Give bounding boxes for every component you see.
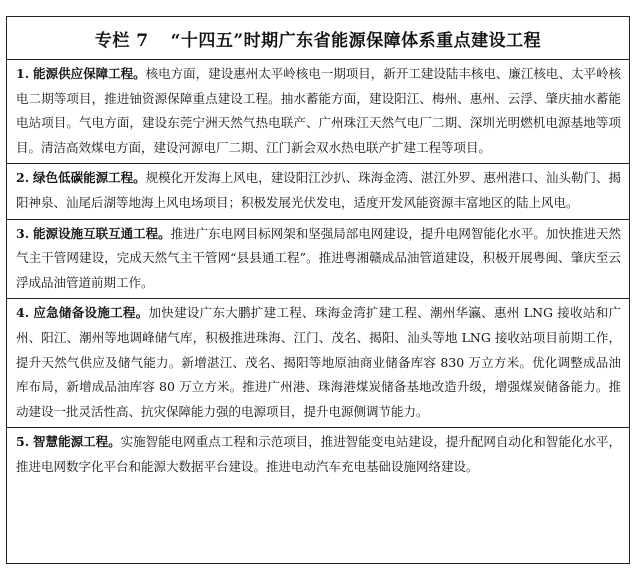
section-body: 加快建设广东大鹏扩建工程、珠海金湾扩建工程、潮州华瀛、惠州 LNG 接收站和广州、阳江、潮州等地调峰储气库，积极推进珠海、江门、茂名、揭阳、汕头等地 LNG 接收站项目前期工作，提升天然气供应及储气能力。新增湛江、茂名、揭阳等地原油商业储备库容 830 万立方米。优化调整成品油库布局，新增成品油库容 80 万立方米。推进广州港、珠海港煤炭储备基地改造升级，增强煤炭储备能力。推动建设一批灵活性高、抗灾保障能力强的电源项目，提升电源侧调节能力。 [16, 305, 621, 419]
section-green-energy [7, 164, 629, 219]
section-body: 规模化开发海上风电，建设阳江沙扒、珠海金湾、湛江外罗、惠州港口、汕头勒门、揭阳神泉、汕尾后湖等地海上风电场项目；积极发展光伏发电，适度开发风能资源丰富地区的陆上风电。 [16, 170, 621, 210]
section-number: 4. [16, 305, 30, 321]
section-number: 1. [16, 66, 30, 81]
section-body: 推进广东电网目标网架和坚强局部电网建设，提升电网智能化水平。加快推进天然气主干管网建设，完成天然气主干管网“县县通工程”。推进粤湘赣成品油管道建设，积极开展粤闽、肇庆至云浮成品油管道前期工作。 [16, 225, 621, 290]
section-smart-energy [7, 428, 629, 482]
section-heading: 智慧能源工程。 [33, 434, 121, 450]
box-title [7, 17, 629, 60]
project-box [6, 16, 630, 564]
section-heading: 绿色低碳能源工程。 [33, 170, 146, 186]
section-interconnection [7, 220, 629, 300]
section-body: 核电方面，建设惠州太平岭核电一期项目，新开工建设陆丰核电、廉江核电、太平岭核电二期等项目，推进铀资源保障重点建设工程。抽水蓄能方面，建设阳江、梅州、惠州、云浮、肇庆抽水蓄能电站项目。气电方面，建设东莞宁洲天然气热电联产、广州珠江天然气电厂二期、深圳光明燃机电源基地等项目。清洁高效煤电方面，建设河源电厂二期、江门新会双水热电联产扩建工程等项目。 [16, 66, 621, 155]
column-title: “十四五”时期广东省能源保障体系重点建设工程 [170, 30, 542, 51]
section-body: 实施智能电网重点工程和示范项目，推进智能变电站建设，提升配网自动化和智能化水平，推进电网数字化平台和能源大数据平台建设。推进电动汽车充电基础设施网络建设。 [16, 434, 621, 474]
section-number: 5. [16, 434, 30, 450]
section-number: 3. [16, 225, 30, 241]
section-heading: 能源设施互联互通工程。 [33, 225, 171, 241]
section-heading: 应急储备设施工程。 [33, 305, 149, 321]
column-label: 专栏 7 [94, 30, 149, 51]
section-emergency-reserve [7, 299, 629, 428]
section-energy-supply [7, 60, 629, 164]
section-heading: 能源供应保障工程。 [33, 66, 146, 81]
section-number: 2. [16, 170, 30, 186]
